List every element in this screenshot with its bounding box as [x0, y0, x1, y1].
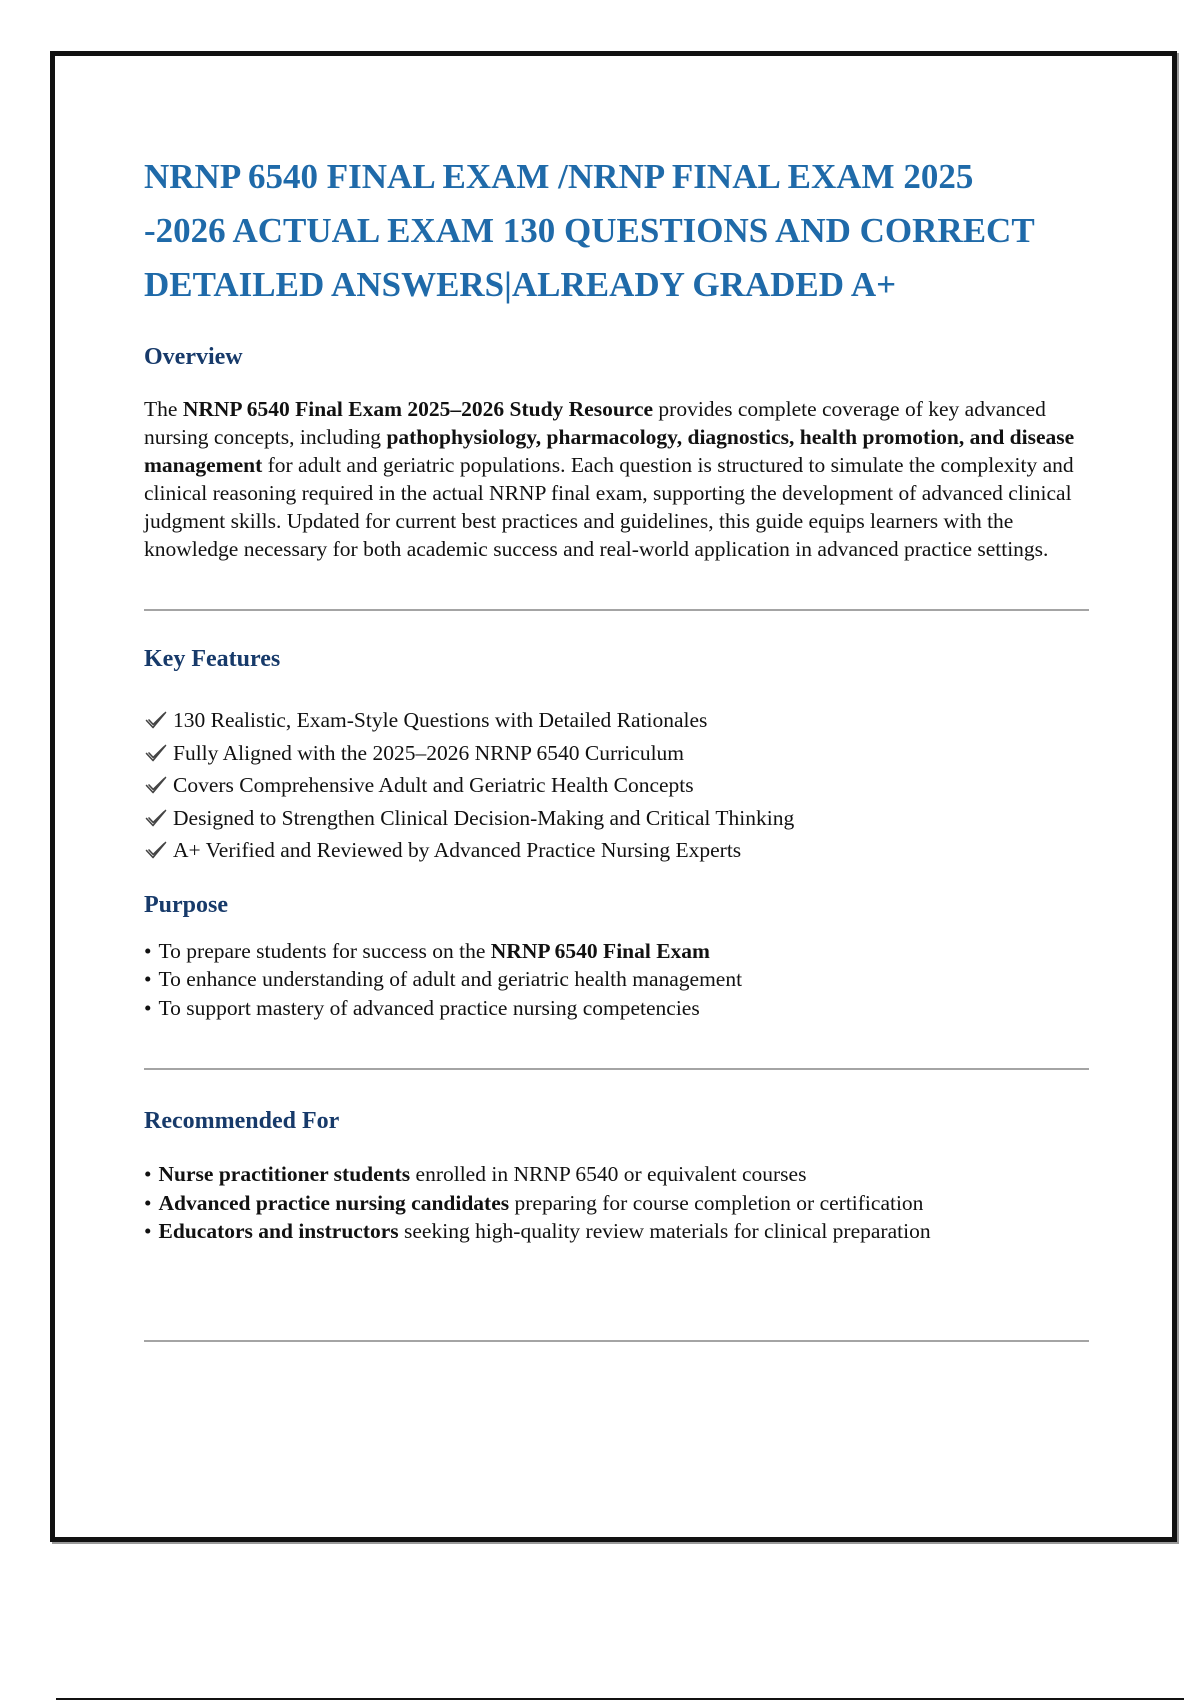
- recommended-list: [144, 1160, 1089, 1246]
- overview-bold-2: pathophysiology, pharmacology, diagnostics, health promotion, and disease management: [144, 425, 1075, 477]
- recommended-item-text: enrolled in NRNP 6540 or equivalent courses: [410, 1162, 807, 1186]
- overview-bold-1: NRNP 6540 Final Exam 2025–2026 Study Resource: [182, 397, 654, 421]
- recommended-item: [144, 1217, 1089, 1246]
- recommended-heading: Recommended For: [144, 1108, 340, 1134]
- document-title: [144, 150, 1089, 312]
- key-features-heading: Key Features: [144, 646, 281, 672]
- feature-item: [144, 834, 1089, 867]
- feature-item: [144, 769, 1089, 802]
- feature-item-text: A+ Verified and Reviewed by Advanced Practice Nursing Experts: [173, 838, 742, 862]
- purpose-item-text: To prepare students for success on the: [158, 938, 491, 963]
- overview-heading: Overview: [144, 344, 243, 370]
- purpose-item: [144, 937, 1089, 966]
- feature-item-text: Fully Aligned with the 2025–2026 NRNP 6540 Curriculum: [173, 740, 685, 765]
- section-divider: [144, 1340, 1089, 1342]
- feature-item-text: 130 Realistic, Exam-Style Questions with Detailed Rationales: [173, 708, 708, 732]
- check-icon: [144, 773, 168, 797]
- overview-text-2: provides complete coverage of key advanced nursing concepts, including: [144, 397, 1046, 449]
- feature-item-text: Covers Comprehensive Adult and Geriatric Health Concepts: [173, 773, 694, 797]
- recommended-item: [144, 1160, 1089, 1189]
- feature-item-text: Designed to Strengthen Clinical Decision-Making and Critical Thinking: [173, 805, 795, 830]
- purpose-heading: Purpose: [144, 891, 228, 918]
- check-icon: [144, 806, 168, 830]
- check-icon: [144, 708, 168, 732]
- title-line-3: DETAILED ANSWERS|ALREADY GRADED A+: [144, 265, 897, 304]
- overview-paragraph: [144, 395, 1089, 563]
- recommended-item-bold: Educators and instructors: [158, 1219, 399, 1243]
- purpose-item-text: To support mastery of advanced practice nursing competencies: [158, 995, 700, 1020]
- purpose-item-bold: NRNP 6540 Final Exam: [490, 938, 710, 963]
- overview-text-3: for adult and geriatric populations. Each question is structured to simulate the complexity and clinical reasoning required in the actual NRNP final exam, supporting the development of advanced clinical judgment skills. Updated for current best practices and guidelines, this guide equips learners with the knowledge necessary for both academic success and real-world application in advanced practice settings.: [144, 453, 1074, 561]
- feature-item: [144, 802, 1089, 835]
- recommended-item-text: seeking high-quality review materials for clinical preparation: [398, 1219, 931, 1243]
- purpose-item-text: To enhance understanding of adult and geriatric health management: [158, 967, 743, 991]
- purpose-item: [144, 994, 1089, 1023]
- overview-text-1: The: [144, 397, 183, 421]
- key-features-list: [144, 704, 1089, 867]
- feature-item: [144, 737, 1089, 770]
- purpose-item: [144, 965, 1089, 994]
- recommended-item-text: preparing for course completion or certification: [509, 1190, 924, 1215]
- title-line-1: NRNP 6540 FINAL EXAM /NRNP FINAL EXAM 2025: [144, 157, 974, 196]
- recommended-item-bold: Advanced practice nursing candidates: [158, 1190, 510, 1215]
- section-divider: [144, 1068, 1089, 1070]
- check-icon: [144, 838, 168, 862]
- check-icon: [144, 741, 168, 765]
- recommended-item: [144, 1189, 1089, 1218]
- purpose-list: [144, 937, 1089, 1023]
- recommended-item-bold: Nurse practitioner students: [158, 1162, 411, 1186]
- document-content: [144, 150, 1089, 1342]
- title-line-2: -2026 ACTUAL EXAM 130 QUESTIONS AND CORRECT: [144, 211, 1035, 250]
- section-divider: [144, 609, 1089, 611]
- feature-item: [144, 704, 1089, 737]
